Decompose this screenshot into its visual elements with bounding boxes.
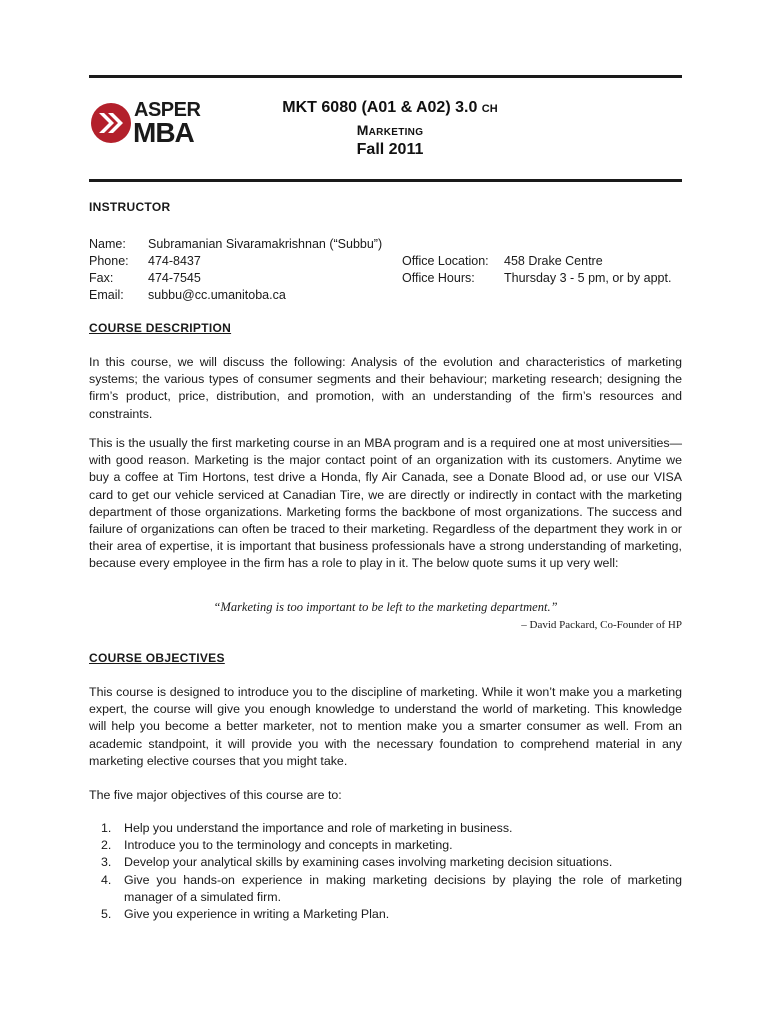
office-hours-label: Office Hours: (402, 271, 475, 285)
phone-label: Phone: (89, 254, 129, 268)
asper-mba-logo (90, 100, 200, 152)
list-item-number: 4. (101, 872, 112, 887)
quote-attribution: – David Packard, Co-Founder of HP (521, 619, 682, 631)
course-code-heading (240, 99, 540, 117)
office-location: 458 Drake Centre (504, 254, 603, 268)
list-item (89, 820, 682, 837)
course-objectives-heading: COURSE OBJECTIVES (89, 651, 225, 665)
course-name: Marketing (356, 122, 424, 138)
list-item-number: 5. (101, 907, 112, 922)
bottom-rule (89, 179, 682, 182)
instructor-name: Subramanian Sivaramakrishnan (“Subbu”) (148, 237, 383, 251)
list-item (89, 837, 682, 854)
instructor-phone: 474-8437 (148, 254, 201, 268)
logo-text-asper: ASPER (134, 99, 201, 121)
instructor-email[interactable]: subbu@cc.umanitoba.ca (148, 288, 286, 302)
course-description-heading: COURSE DESCRIPTION (89, 321, 232, 335)
instructor-fax: 474-7545 (148, 271, 201, 285)
top-rule (89, 75, 682, 78)
logo-text-mba: MBA (133, 117, 194, 148)
list-item (89, 872, 682, 906)
list-item-number: 2. (101, 838, 112, 853)
list-item-text: Introduce you to the terminology and concepts in marketing. (124, 838, 453, 853)
list-item-text: Give you hands-on experience in making marketing decisions by playing the role of marketing manager of a simulated firm. (124, 872, 682, 904)
name-label: Name: (89, 237, 126, 251)
office-hours: Thursday 3 - 5 pm, or by appt. (504, 271, 672, 285)
list-item-text: Help you understand the importance and role of marketing in business. (124, 821, 513, 835)
chevron-logo-icon (90, 102, 132, 144)
objectives-intro: The five major objectives of this course are to: (89, 788, 342, 802)
fax-label: Fax: (89, 271, 114, 285)
objectives-paragraph-1: This course is designed to introduce you to the discipline of marketing. While it won’t make you a marketing expert, the course will give you enough knowledge to understand the world of marketing. This knowledge will help you become a better marketer, not to mention make you a smarter consumer as well. From an academic standpoint, it will provide you with the necessary foundation to comprehend material in any marketing elective courses that you might take. (89, 685, 682, 768)
instructor-heading: INSTRUCTOR (89, 200, 171, 214)
list-item (89, 906, 682, 923)
email-label: Email: (89, 288, 124, 302)
list-item-number: 3. (101, 855, 112, 870)
list-item-number: 1. (101, 821, 112, 835)
description-paragraph-2: This is the usually the first marketing course in an MBA program and is a required one at most universities—with good reason. Marketing is the major contact point of an organization with its customers. Anytime we buy a coffee at Tim Hortons, test drive a Honda, fly Air Canada, see a Donate Blood ad, or use our VISA card to get our vehicle serviced at Canadian Tire, we are directly or indirectly in contact with the marketing department of those organizations. Marketing forms the backbone of most organizations. The success and failure of organizations can often be traced to their marketing. Regardless of the department they work in or their area of expertise, it is important that business professionals have a strong understanding of marketing, because every employee in the firm has a role to play in it. The below quote sums it up very well: (89, 436, 682, 571)
list-item-text: Develop your analytical skills by examining cases involving marketing decision situations. (124, 855, 613, 870)
office-location-label: Office Location: (402, 254, 489, 268)
objectives-list (89, 820, 682, 923)
course-code: MKT 6080 (A01 & A02) 3.0 (282, 99, 478, 116)
marketing-quote: “Marketing is too important to be left to the marketing department.” (213, 600, 558, 614)
credit-unit: CH (481, 103, 498, 115)
description-paragraph-1: In this course, we will discuss the following: Analysis of the evolution and characteristics of marketing systems; the various types of consumer segments and their behaviour; marketing research; designing the firm’s product, price, distribution, and promotion, with an understanding of the firm’s resources and constraints. (89, 355, 682, 421)
list-item-text: Give you experience in writing a Marketing Plan. (124, 907, 390, 922)
course-term: Fall 2011 (356, 141, 424, 158)
list-item (89, 854, 682, 871)
